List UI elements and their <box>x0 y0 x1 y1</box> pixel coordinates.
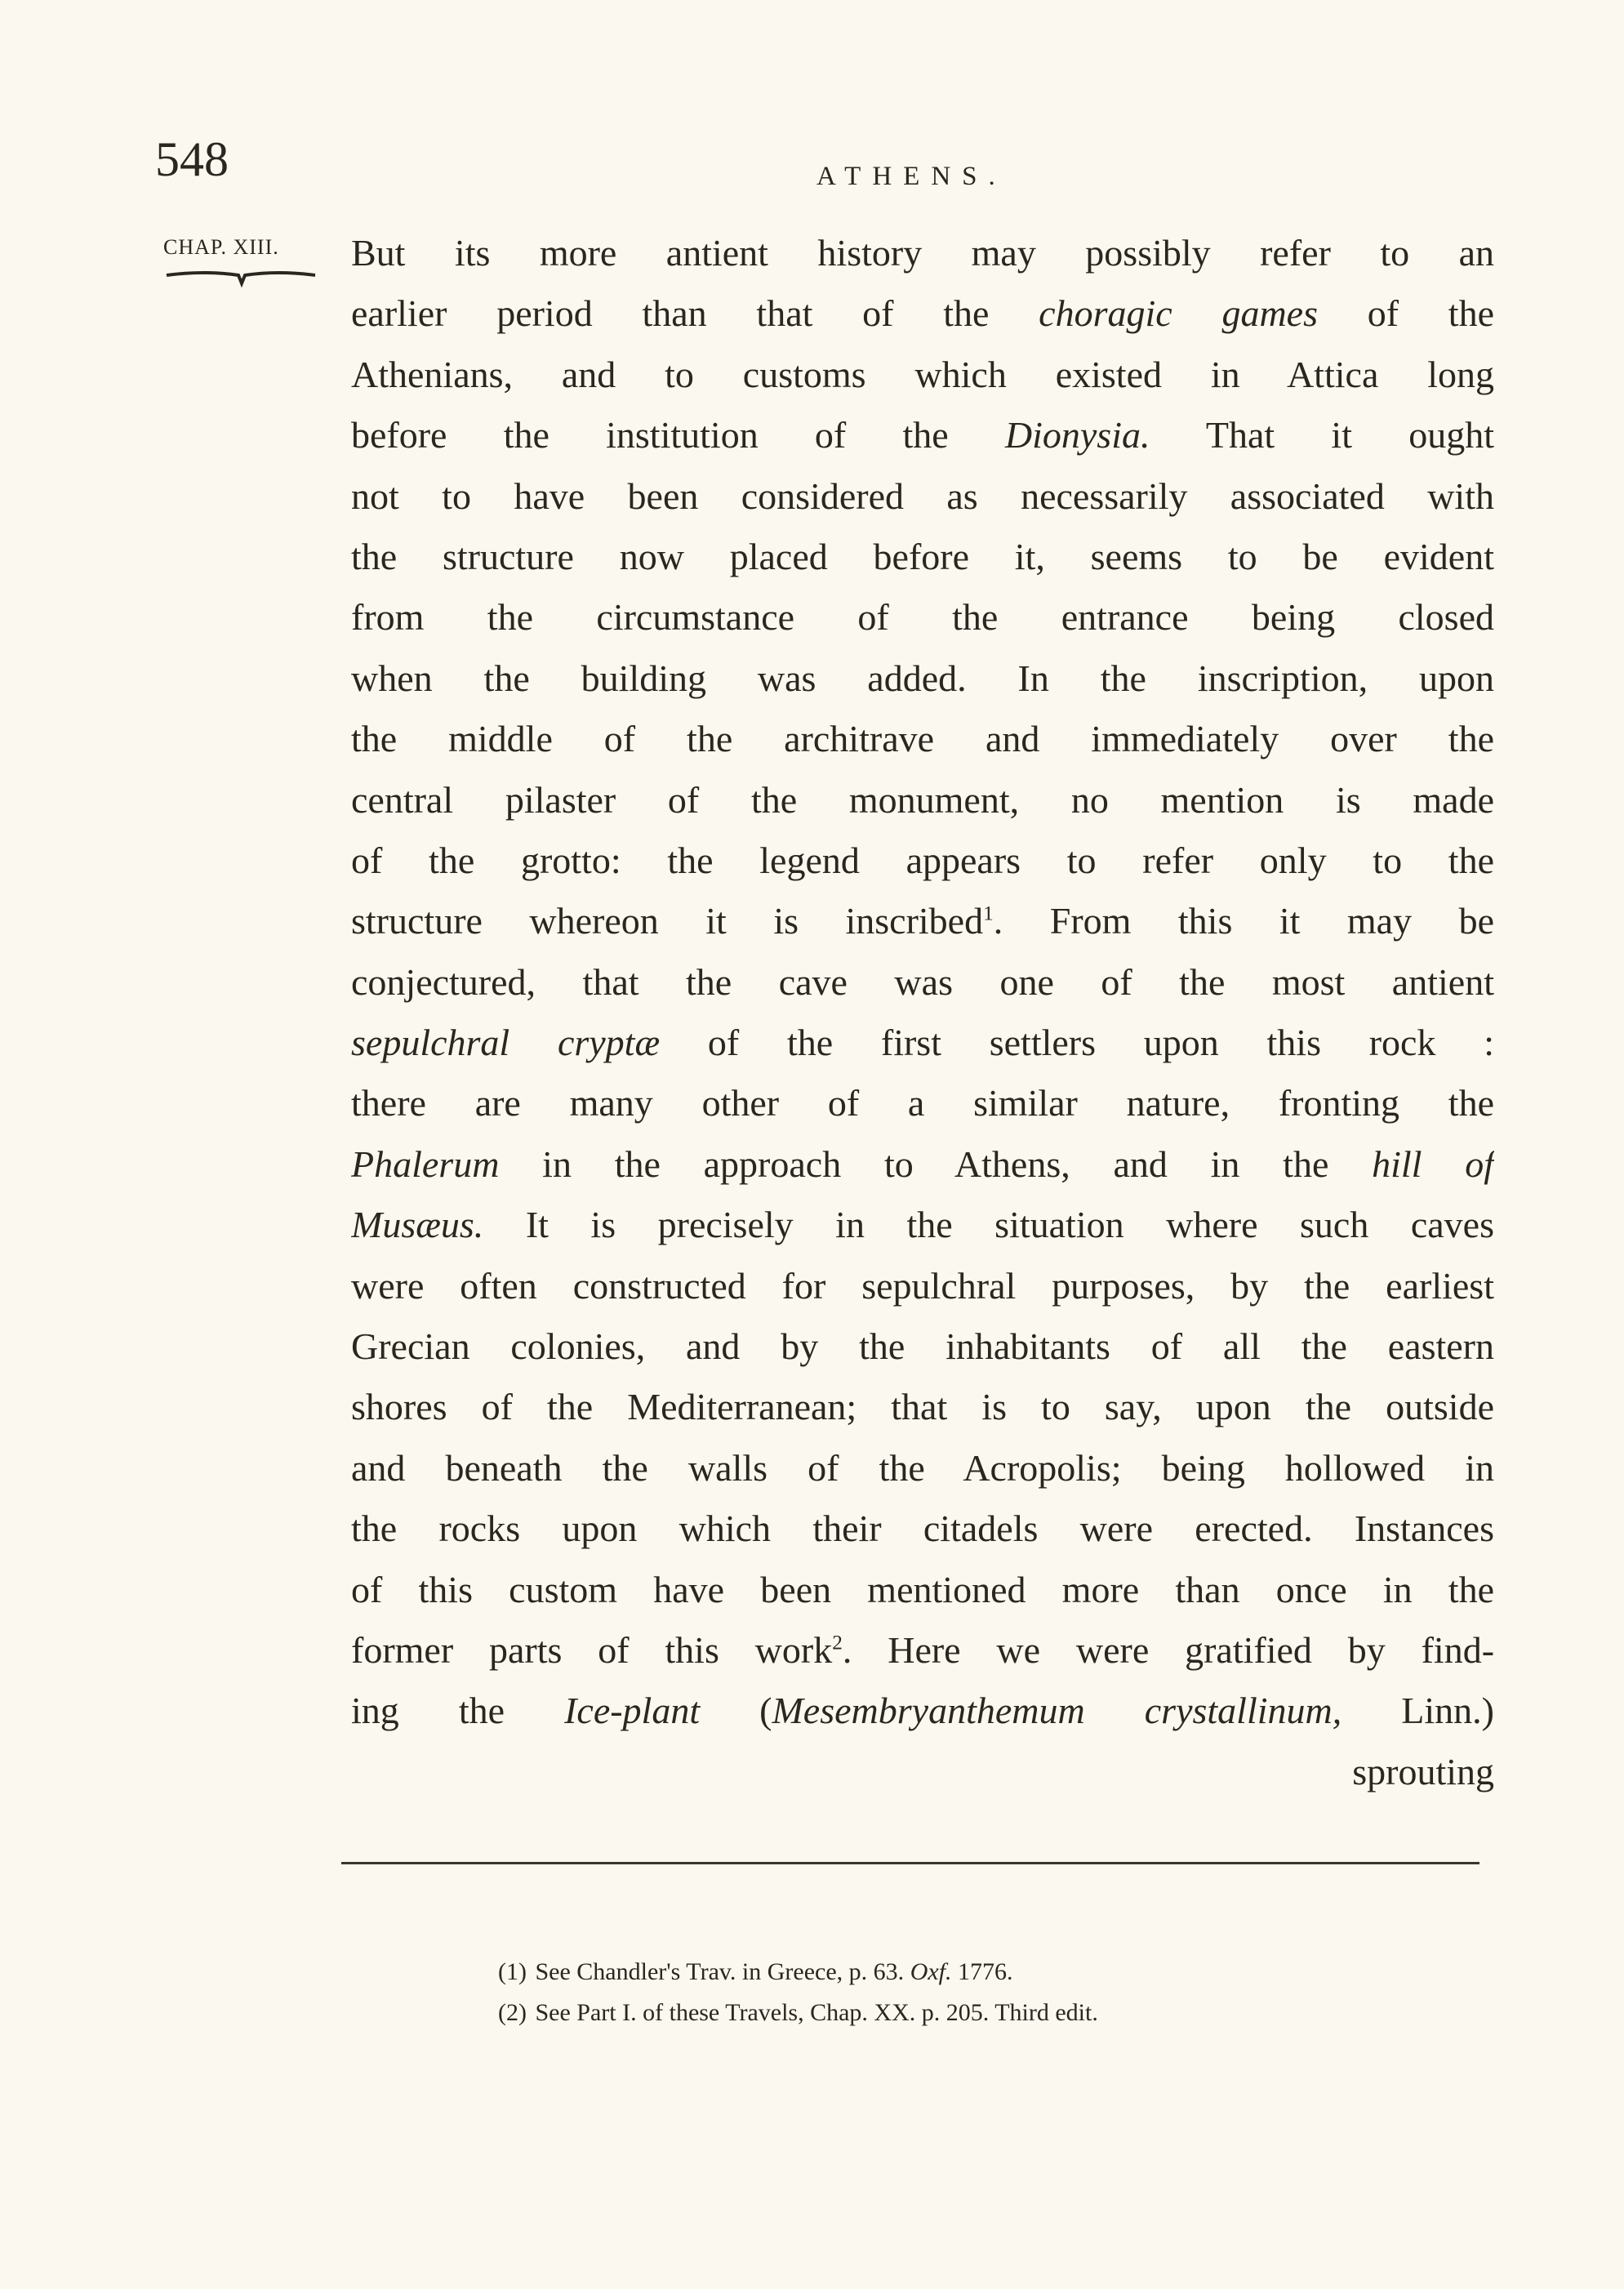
text-run: and beneath the walls of the Acropolis; being hollowed in <box>351 1447 1494 1489</box>
text-run: the middle of the architrave and immediately over the <box>351 719 1494 760</box>
chapter-marginal-note: CHAP. XIII. <box>163 235 279 259</box>
body-line <box>351 537 1494 597</box>
text-run: See Chandler's Trav. in Greece, p. 63. <box>535 1958 910 1985</box>
body-line <box>351 1326 1494 1387</box>
italic-text: Dionysia. <box>1004 415 1150 456</box>
text-run: shores of the Mediterranean; that is to say, upon the outside <box>351 1387 1494 1428</box>
page-number: 548 <box>155 132 229 186</box>
footnote-marker: (1) <box>498 1958 527 1985</box>
body-line <box>351 1083 1494 1143</box>
footnote <box>498 1993 1098 2033</box>
text-run: 1776. <box>951 1958 1013 1985</box>
body-line <box>351 1690 1494 1751</box>
italic-text: Ice-plant <box>564 1690 701 1732</box>
text-run: ( <box>700 1690 772 1732</box>
italic-text: Mesembryanthemum crystallinum, <box>772 1690 1342 1732</box>
footnotes <box>498 1952 1098 2033</box>
text-run: . From this it may be <box>993 901 1494 942</box>
running-title: ATHENS. <box>816 162 1007 191</box>
body-line <box>351 1205 1494 1265</box>
body-line <box>351 719 1494 779</box>
text-run: when the building was added. In the inscription, upon <box>351 657 1494 699</box>
body-line <box>351 1448 1494 1508</box>
body-line <box>351 780 1494 840</box>
footnote-list <box>498 1952 1098 2033</box>
italic-text: choragic games <box>1039 293 1318 335</box>
catchword: sprouting <box>1352 1751 1494 1792</box>
italic-text: Phalerum <box>351 1143 500 1185</box>
text-run: It is precisely in the situation where such caves <box>483 1205 1494 1246</box>
body-line <box>351 1570 1494 1630</box>
text-run: former parts of this work <box>351 1629 833 1671</box>
text-run: . Here we were gratified by find- <box>842 1629 1494 1671</box>
body-line <box>351 962 1494 1022</box>
footnote <box>498 1952 1098 1993</box>
chapter-brace-ornament <box>163 265 318 290</box>
text-run: of this custom have been mentioned more than once in the <box>351 1569 1494 1610</box>
body-line <box>351 1387 1494 1447</box>
text-run: Grecian colonies, and by the inhabitants of all the eastern <box>351 1326 1494 1368</box>
body-line <box>351 597 1494 657</box>
text-run: conjectured, that the cave was one of the most antient <box>351 961 1494 1003</box>
text-run: But its more antient history may possibly refer to an <box>351 233 1494 274</box>
body-line <box>351 1266 1494 1326</box>
footnote-reference: 1 <box>983 902 994 925</box>
italic-text: Musæus. <box>351 1205 484 1246</box>
text-run: That it ought <box>1150 415 1494 456</box>
body-line <box>351 1508 1494 1569</box>
text-run: from the circumstance of the entrance being closed <box>351 597 1494 639</box>
italic-text: sepulchral cryptæ <box>351 1022 661 1064</box>
footnote-reference: 2 <box>832 1631 843 1654</box>
text-run: Linn.) <box>1341 1690 1494 1732</box>
text-run: of the <box>1317 293 1494 335</box>
text-run: there are many other of a similar nature, fronting the <box>351 1083 1494 1124</box>
footnote-marker: (2) <box>498 1999 527 2026</box>
body-line <box>351 1144 1494 1205</box>
body-line <box>351 840 1494 901</box>
text-run: the rocks upon which their citadels were erected. Instances <box>351 1508 1494 1550</box>
text-run: ing the <box>351 1690 565 1732</box>
text-run: before the institution of the <box>351 415 1005 456</box>
text-run: structure whereon it is inscribed <box>351 901 984 942</box>
text-run: central pilaster of the monument, no mention is made <box>351 779 1494 821</box>
body-lines <box>351 233 1494 1752</box>
body-line <box>351 354 1494 415</box>
body-line <box>351 901 1494 961</box>
body-line <box>351 476 1494 537</box>
italic-text: Oxf. <box>910 1958 952 1985</box>
text-run: in the approach to Athens, and in the <box>499 1143 1373 1185</box>
body-line <box>351 415 1494 475</box>
text-run: not to have been considered as necessarily associated with <box>351 475 1494 517</box>
body-line <box>351 658 1494 719</box>
body-text <box>351 233 1494 1812</box>
text-run: of the grotto: the legend appears to refer only to the <box>351 839 1494 881</box>
text-run: See Part I. of these Travels, Chap. XX. p. 205. Third edit. <box>535 1999 1098 2026</box>
text-run: the structure now placed before it, seems to be evident <box>351 536 1494 577</box>
italic-text: hill of <box>1372 1143 1494 1185</box>
body-line <box>351 1022 1494 1083</box>
text-run: of the first settlers upon this rock : <box>660 1022 1494 1064</box>
text-run: were often constructed for sepulchral purposes, by the earliest <box>351 1265 1494 1307</box>
footnote-rule <box>341 1862 1479 1864</box>
body-line <box>351 233 1494 293</box>
body-line <box>351 1630 1494 1690</box>
text-run: earlier period than that of the <box>351 293 1039 335</box>
text-run: Athenians, and to customs which existed in Attica long <box>351 354 1494 395</box>
body-line <box>351 293 1494 354</box>
